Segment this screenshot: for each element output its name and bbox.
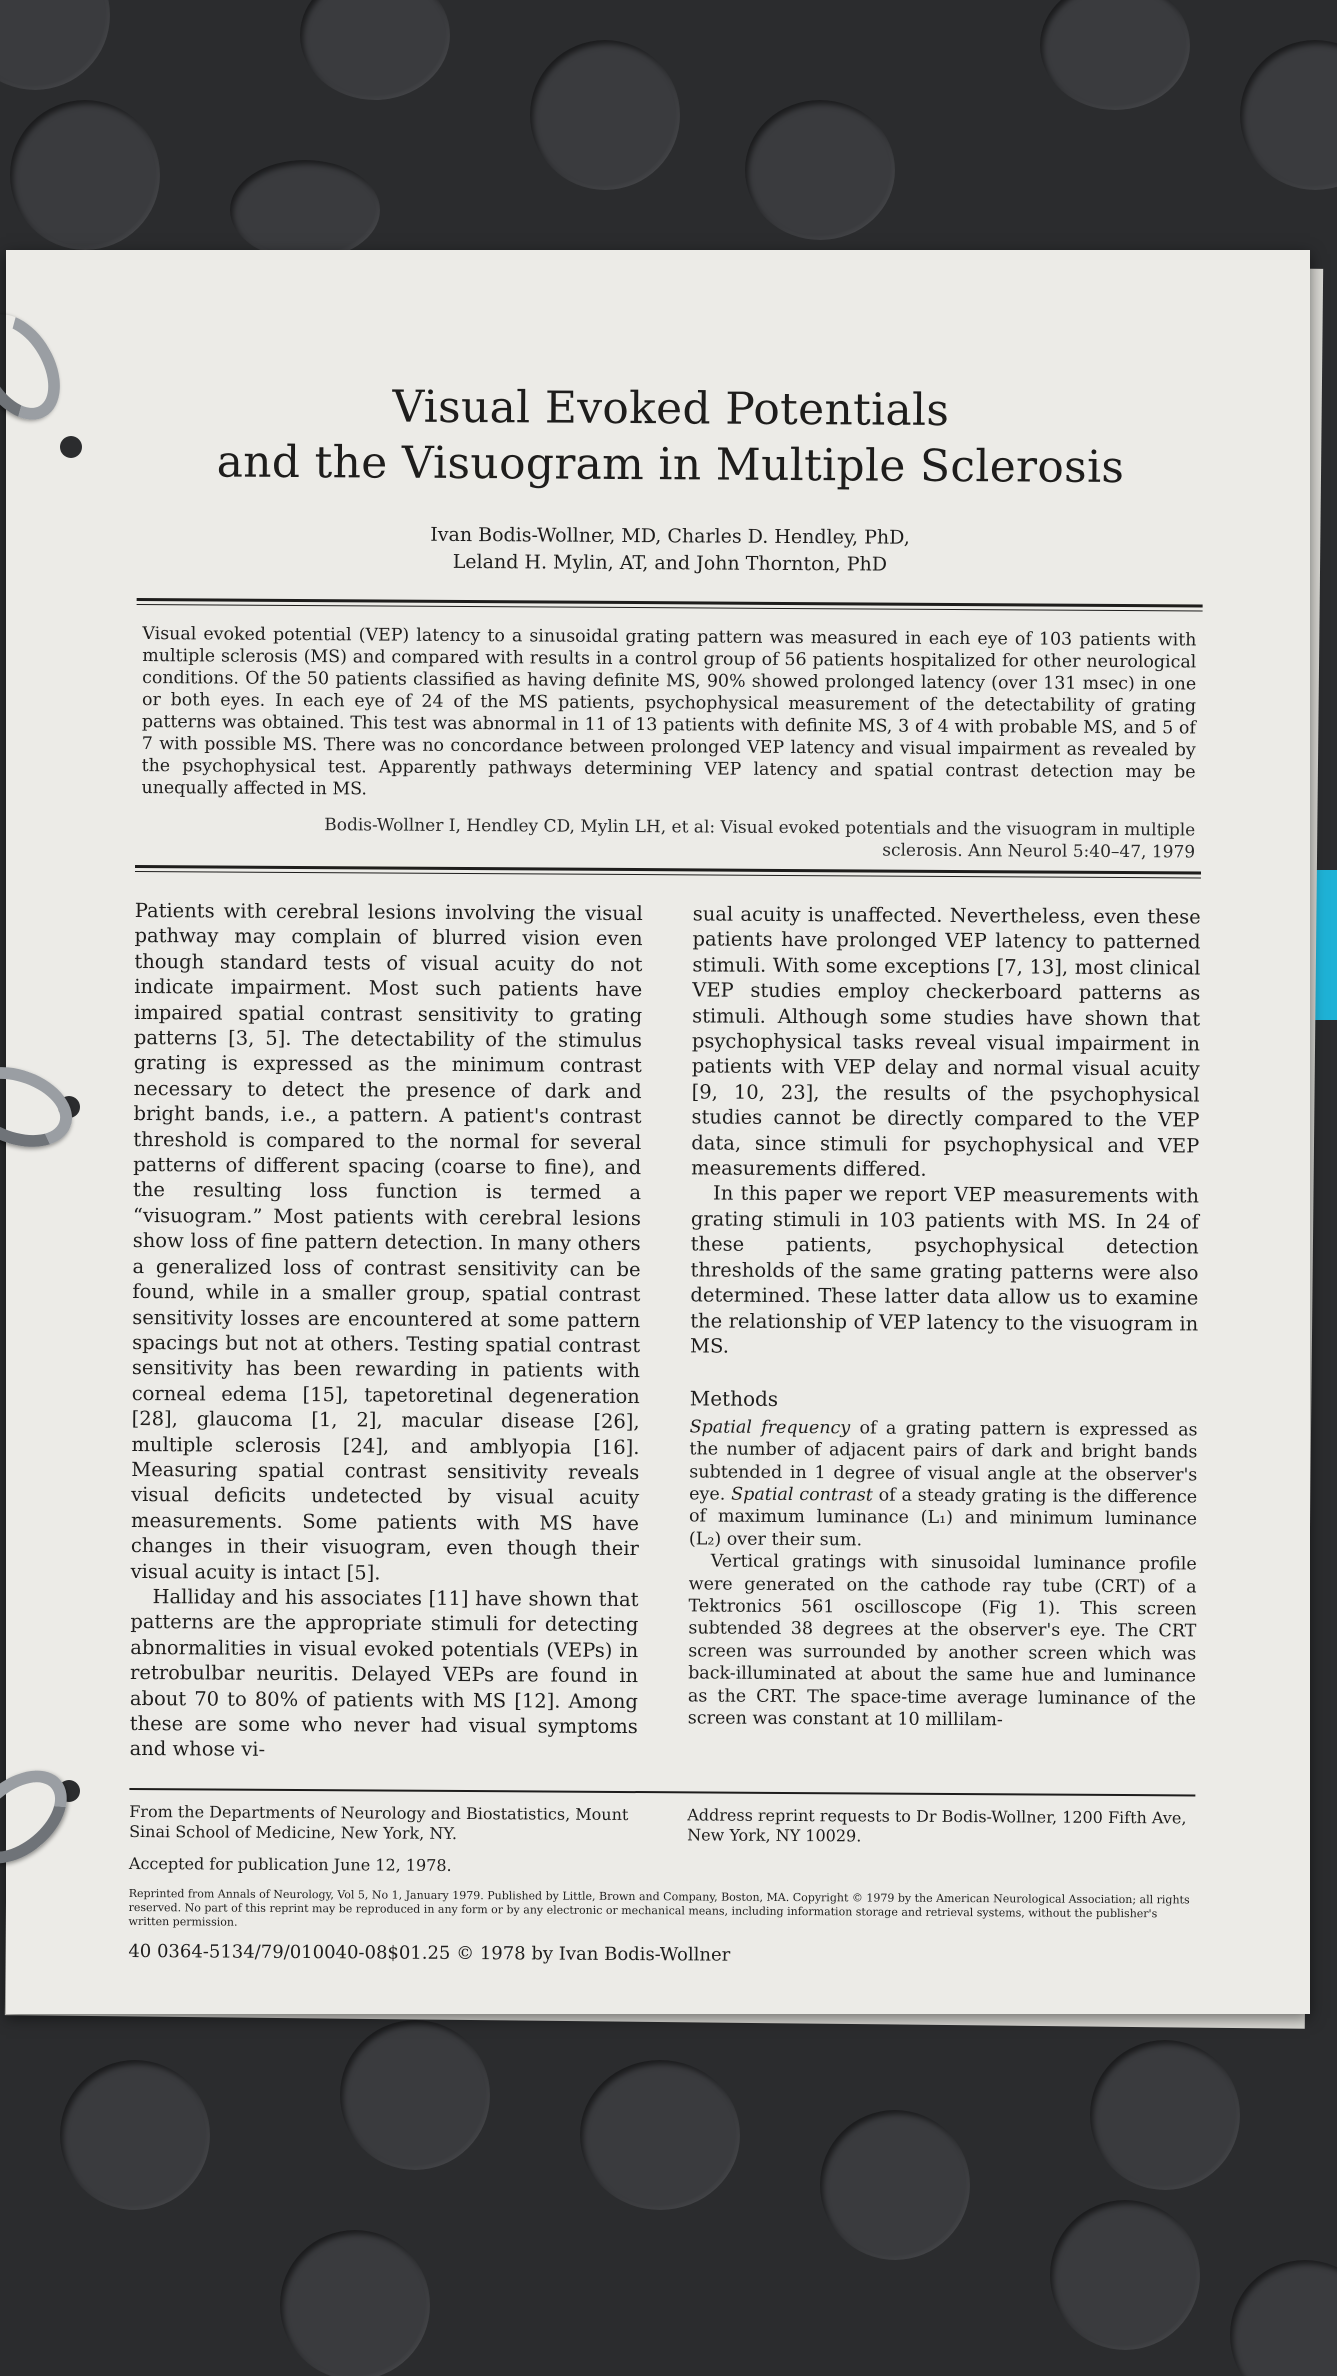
abstract: Visual evoked potential (VEP) latency to a sinusoidal grating pattern was measured in each eye of 103 patients with multiple sclerosis (MS) and compared with results in a control group of 56 patients hospitalized for other neurological conditions. Of the 50 patients classified as having definite MS, 90% showed prolonged latency (over 131 msec) in one or both eyes. In each eye of 24 of the MS patients, psychophysical measurement of the detectability of grating patterns was obtained. This test was abnormal in 11 of 13 patients with definite MS, 3 of 4 with probable MS, and 5 of 7 with possible MS. There was no concordance between prolonged VEP latency and visual impairment as revealed by the psychophysical test. Apparently pathways determining VEP latency and spatial contrast detection may be unequally affected in MS. — [141, 624, 1197, 800]
methods-paragraph: Vertical gratings with sinusoidal luminance profile were generated on the cathode ray tube (CRT) of a Tektronics 561 oscilloscope (Fig 1). This screen subtended 38 degrees at the observer's eye. The CRT screen was surrounded by another screen which was back-illuminated at about the same hue and luminance as the CRT. The space-time average luminance of the screen was constant at 10 millilam- — [687, 1551, 1197, 1731]
title-line-2: and the Visuogram in Multiple Sclerosis — [216, 436, 1125, 494]
accepted-note: Accepted for publication June 12, 1978. — [128, 1853, 452, 1875]
divider — [137, 598, 1203, 608]
term-spatial-contrast: Spatial contrast — [731, 1484, 873, 1506]
methods-text: of a steady grating is the difference of maximum luminance (L₁) and minimum luminance (L₂) over their sum. — [688, 1485, 1198, 1551]
paragraph: sual acuity is unaffected. Nevertheless, even these patients have prolonged VEP latency to patterned stimuli. With some exceptions [7, 13], most clinical VEP studies employ checkerboard patterns as stimuli. Although some studies have shown that psychophysical tasks reveal visual impairment in patients with VEP delay and normal visual acuity [9, 10, 23], the results of the psychophysical studies cannot be directly compared to the VEP data, since stimuli for psychophysical and VEP measurements differed. — [691, 902, 1201, 1181]
reprint-address-note: Address reprint requests to Dr Bodis-Wollner, 1200 Fifth Ave, New York, NY 10029. — [687, 1805, 1187, 1846]
paragraph: Patients with cerebral lesions involving the visual pathway may complain of blurred vision even though standard tests of visual acuity do not indicate impairment. Most such patients have impaired spatial contrast sensitivity to grating patterns [3, 5]. The detectability of the stimulus grating is expressed as the minimum contrast necessary to detect the presence of dark and bright bands, i.e., a pattern. A patient's contrast threshold is compared to the normal for several patterns of different spacing (coarse to fine), and the resulting loss function is termed a “visuogram.” Most patients with cerebral lesions show loss of fine pattern detection. In many others a generalized loss of contrast sensitivity can be found, while in a smaller group, spatial contrast sensitivity losses are encountered at some pattern spacings but not at others. Testing spatial contrast sensitivity has been rewarding in patients with corneal edema [15], tapetoretinal degeneration [28], glaucoma [1, 2], macular disease [26], multiple sclerosis [24], and amblyopia [16]. Measuring spatial contrast sensitivity reveals visual deficits undetected by visual acuity measurements. Some patients with MS have changes in their visuogram, even though their visual acuity is intact [5]. — [130, 898, 643, 1585]
footnotes — [129, 1802, 1195, 1849]
term-spatial-frequency: Spatial frequency — [689, 1417, 851, 1439]
citation-line-2: sclerosis. Ann Neurol 5:40–47, 1979 — [882, 840, 1196, 863]
paragraph: In this paper we report VEP measurements with grating stimuli in 103 patients with MS. In 24 of these patients, psychophysical detection thresholds of the same grating patterns were also determined. These latter data allow us to examine the relationship of VEP latency to the visuogram in MS. — [690, 1181, 1200, 1358]
divider — [135, 865, 1201, 875]
paragraph: Halliday and his associates [11] have shown that patterns are the appropriate stimuli for detecting abnormalities in visual evoked potentials (VEPs) in retrobulbar neuritis. Delayed VEPs are found in about 70 to 80% of patients with MS [12]. Among these are some who never had visual symptoms and whose vi- — [129, 1585, 639, 1762]
reprint-notice: Reprinted from Annals of Neurology, Vol 5, No 1, January 1979. Published by Little, Brown and Company, Boston, MA. Copyright © 1979 by the American Neurological Association; all rights reserved. No part of this reprint may be reproduced in any form or by any electronic or mechanical means, including information storage and retrieval systems, without the publisher's written permission. — [128, 1886, 1190, 1929]
footer-divider — [129, 1788, 1195, 1797]
author-list — [137, 520, 1203, 581]
citation — [135, 813, 1195, 863]
methods-text: of a grating pattern is expressed as the number of adjacent pairs of dark and bright bands subtended in 1 degree of visual angle at the observer's eye. — [689, 1418, 1198, 1505]
article-title — [137, 378, 1204, 497]
binder-hole — [60, 436, 82, 458]
article-page — [6, 250, 1310, 2014]
methods-heading: Methods — [689, 1386, 779, 1412]
right-column — [688, 901, 1201, 1768]
page-content — [128, 378, 1204, 1968]
authors-line-1: Ivan Bodis-Wollner, MD, Charles D. Hendley, PhD, — [430, 523, 910, 549]
authors-line-2: Leland H. Mylin, AT, and John Thornton, PhD — [452, 550, 888, 576]
body-columns — [130, 898, 1201, 1768]
left-column — [130, 898, 643, 1765]
title-line-1: Visual Evoked Potentials — [392, 381, 950, 436]
citation-line-1: Bodis-Wollner I, Hendley CD, Mylin LH, et al: Visual evoked potentials and the visuogram in multiple — [324, 815, 1196, 841]
affiliation-note: From the Departments of Neurology and Biostatistics, Mount Sinai School of Medicine, New York, NY. — [129, 1801, 629, 1843]
methods-paragraph — [689, 1416, 1198, 1554]
page-footer: 40 0364-5134/79/010040-08$01.25 © 1978 by Ivan Bodis-Wollner — [128, 1940, 731, 1966]
